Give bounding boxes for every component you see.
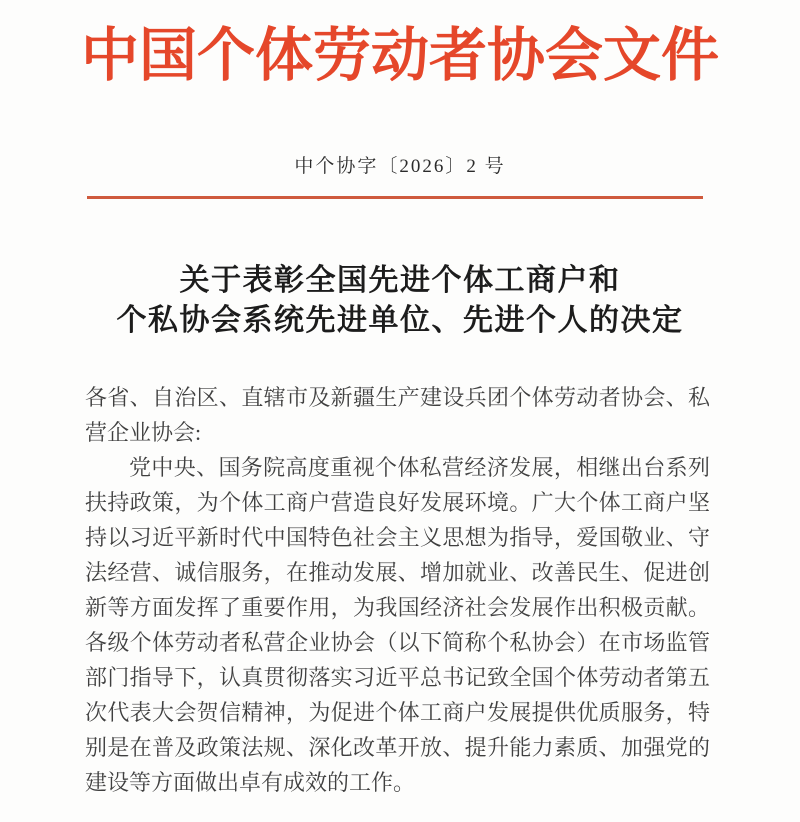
body-line: 次代表大会贺信精神，为促进个体工商户发展提供优质服务，特: [85, 700, 710, 725]
document-title-line-2: 个私协会系统先进单位、先进个人的决定: [116, 304, 684, 337]
body-line: 营企业协会:: [85, 420, 202, 445]
body-line: 各省、自治区、直辖市及新疆生产建设兵团个体劳动者协会、私: [85, 385, 710, 410]
body-line: 别是在普及政策法规、深化改革开放、提升能力素质、加强党的: [85, 735, 710, 760]
body-line: 党中央、国务院高度重视个体私营经济发展，相继出台系列: [129, 455, 710, 480]
red-divider: [87, 196, 703, 199]
body-line: 部门指导下，认真贯彻落实习近平总书记致全国个体劳动者第五: [85, 665, 710, 690]
body-line: 新等方面发挥了重要作用，为我国经济社会发展作出积极贡献。: [85, 595, 710, 620]
document-title-line-1: 关于表彰全国先进个体工商户和: [179, 264, 621, 297]
body-line: 法经营、诚信服务，在推动发展、增加就业、改善民生、促进创: [85, 560, 710, 585]
body-line: 各级个体劳动者私营企业协会（以下简称个私协会）在市场监管: [85, 630, 710, 655]
body-line: 建设等方面做出卓有成效的工作。: [85, 770, 416, 795]
doc-number: 中个协字〔2026〕2 号: [294, 156, 506, 177]
org-title: 中国个体劳动者协会文件: [80, 23, 719, 88]
body-line: 扶持政策，为个体工商户营造良好发展环境。广大个体工商户坚: [85, 490, 710, 515]
document-title: [0, 261, 800, 341]
document-body: [85, 380, 710, 800]
body-line: 持以习近平新时代中国特色社会主义思想为指导，爱国敬业、守: [85, 525, 710, 550]
